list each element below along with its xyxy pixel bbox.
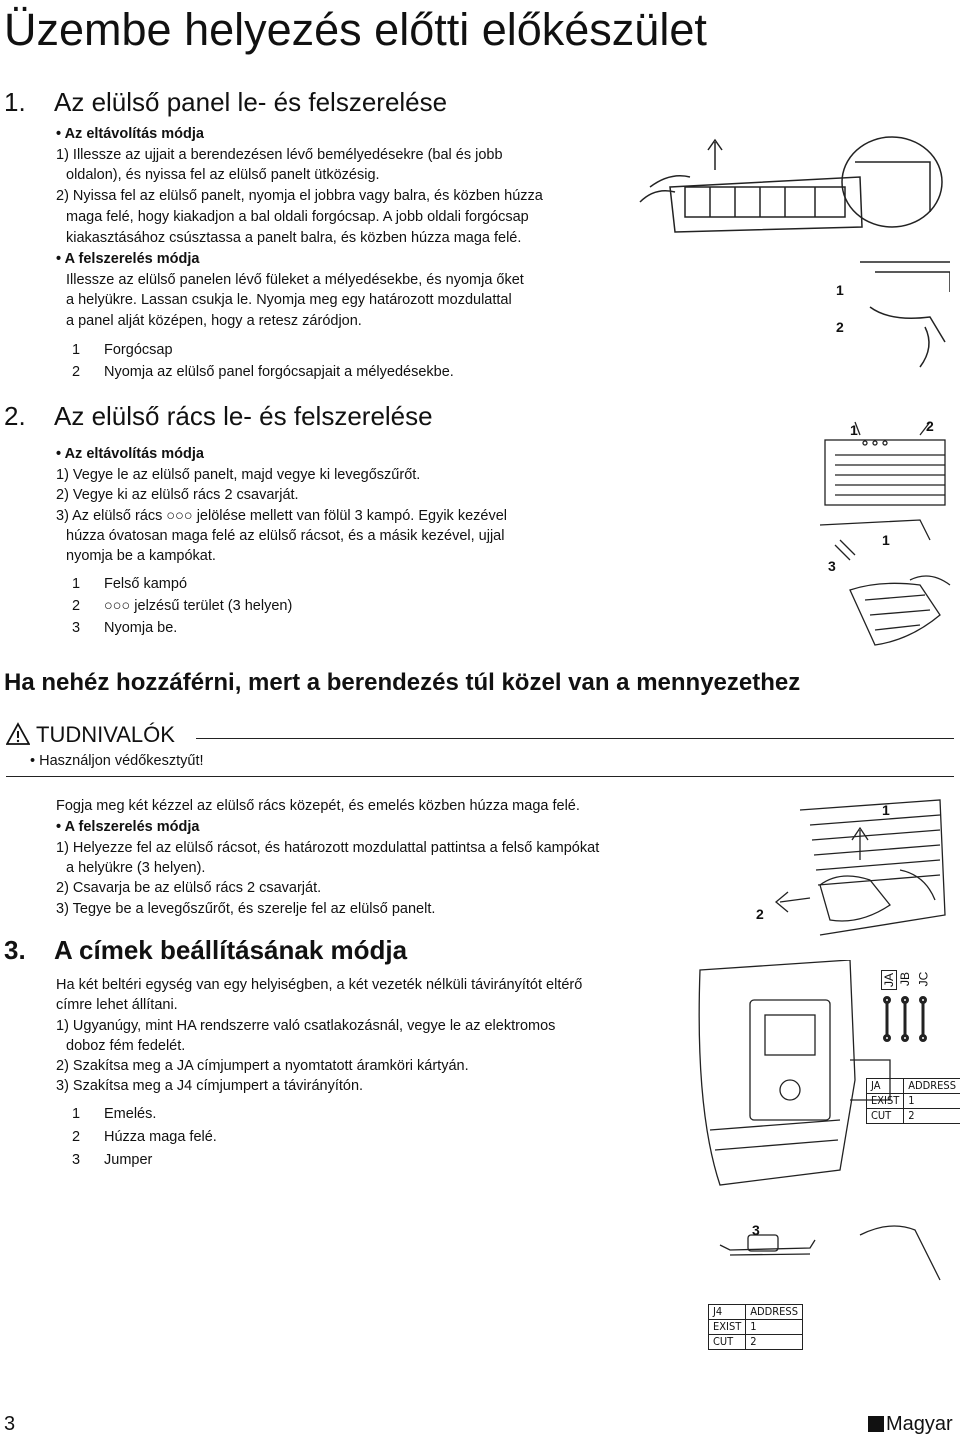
- paragraph-line: 1) Ugyanúgy, mint HA rendszerre való csatlakozásnál, vegye le az elektromos: [56, 1018, 556, 1034]
- paragraph-line: 3) Tegye be a levegőszűrőt, és szerelje fel az elülső panelt.: [56, 901, 436, 917]
- paragraph-line: oldalon), és nyissa fel az elülső panelt ütközésig.: [66, 167, 380, 183]
- figure-label: 2: [756, 906, 764, 922]
- table-header: J4: [709, 1305, 746, 1320]
- paragraph-line: nyomja be a kampókat.: [66, 548, 216, 564]
- front-panel-figure: [630, 132, 950, 392]
- language-label: Magyar: [886, 1413, 953, 1435]
- figure-label: 3: [752, 1222, 760, 1238]
- paragraph-line: a helyükre. Lassan csukja le. Nyomja meg egy határozott mozdulattal: [66, 292, 512, 308]
- jumper-label: JB: [898, 971, 913, 987]
- table-header: JA: [867, 1079, 904, 1094]
- paragraph-line: címre lehet állítani.: [56, 997, 178, 1013]
- jumper-label: JA: [881, 970, 897, 990]
- paragraph-line: doboz fém fedelét.: [66, 1038, 186, 1054]
- figure-label: 3: [828, 558, 836, 574]
- table-cell: 2: [746, 1335, 803, 1350]
- table-header: ADDRESS: [746, 1305, 803, 1320]
- legend-item: 1 Forgócsap: [72, 342, 173, 358]
- install-heading: • A felszerelés módja: [56, 251, 200, 267]
- address-setting-figure: [690, 960, 955, 1190]
- section-number: 2.: [4, 401, 26, 431]
- figure-label: 1: [836, 282, 844, 298]
- table-cell: CUT: [867, 1109, 904, 1124]
- figure-label: 2: [836, 319, 844, 335]
- paragraph-line: 1) Helyezze fel az elülső rácsot, és határozott mozdulattal pattintsa a felső kampókat: [56, 840, 600, 856]
- ceiling-grille-figure: [740, 790, 955, 940]
- paragraph-line: a panel alját középen, hogy a retesz záródjon.: [66, 313, 362, 329]
- section-title: Az elülső rács le- és felszerelése: [54, 401, 433, 431]
- page-title: Üzembe helyezés előtti előkészület: [4, 4, 707, 55]
- paragraph-line: 2) Nyissa fel az elülső panelt, nyomja el jobbra vagy balra, és közben húzza: [56, 188, 543, 204]
- warning-icon: [6, 722, 30, 746]
- paragraph-line: Ha két beltéri egység van egy helyiségben, a két vezeték nélküli távirányítót eltérő: [56, 977, 583, 993]
- paragraph-line: 3) Szakítsa meg a J4 címjumpert a távirányítón.: [56, 1078, 364, 1094]
- section-number: 3.: [4, 935, 26, 965]
- ja-address-table: [866, 1078, 960, 1124]
- jumper-label: JC: [916, 971, 931, 987]
- warning-title: TUDNIVALÓK: [36, 722, 175, 747]
- table-cell: EXIST: [867, 1094, 904, 1109]
- page-number: 3: [4, 1413, 16, 1435]
- table-cell: EXIST: [709, 1320, 746, 1335]
- table-cell: 1: [904, 1094, 960, 1109]
- section-1-heading: [4, 86, 447, 118]
- legend-item: 1 Felső kampó: [72, 576, 188, 592]
- section-3-heading: [4, 934, 407, 966]
- legend-item: 2 ○○○ jelzésű terület (3 helyen): [72, 598, 293, 614]
- paragraph-line: 1) Illessze az ujjait a berendezésen lévő bemélyedésekre (bal és jobb: [56, 147, 503, 163]
- table-cell: 2: [904, 1109, 960, 1124]
- removal-heading: • Az eltávolítás módja: [56, 446, 204, 462]
- paragraph-line: maga felé, hogy kiakadjon a bal oldali forgócsap. A jobb oldali forgócsap: [66, 209, 529, 225]
- paragraph-line: 1) Vegye le az elülső panelt, majd vegye ki levegőszűrőt.: [56, 467, 421, 483]
- section-2-heading: [4, 400, 433, 432]
- ceiling-heading: Ha nehéz hozzáférni, mert a berendezés túl közel van a mennyezethez: [4, 669, 801, 696]
- paragraph-line: 2) Vegye ki az elülső rács 2 csavarját.: [56, 487, 299, 503]
- section-number: 1.: [4, 87, 26, 117]
- paragraph-line: Fogja meg két kézzel az elülső rács közepét, és emelés közben húzza maga felé.: [56, 798, 580, 814]
- legend-item: 2 Nyomja az elülső panel forgócsapjait a mélyedésekbe.: [72, 364, 454, 380]
- table-header: ADDRESS: [904, 1079, 960, 1094]
- front-grille-figure: [780, 410, 955, 660]
- legend-item: 3 Nyomja be.: [72, 620, 178, 636]
- j4-address-table: [708, 1304, 803, 1350]
- paragraph-line: 2) Szakítsa meg a JA címjumpert a nyomtatott áramköri kártyán.: [56, 1058, 469, 1074]
- paragraph-line: kiakasztásához csúsztassa a panelt balra, és közben húzza maga felé.: [66, 230, 522, 246]
- language-marker-icon: [868, 1416, 884, 1432]
- warning-item: • Használjon védőkesztyűt!: [30, 753, 204, 769]
- paragraph-line: Illessze az elülső panelen lévő füleket a mélyedésekbe, és nyomja őket: [66, 272, 524, 288]
- install-heading: • A felszerelés módja: [56, 819, 200, 835]
- table-cell: 1: [746, 1320, 803, 1335]
- paragraph-line: a helyükre (3 helyen).: [66, 860, 206, 876]
- figure-label: 1: [882, 802, 890, 818]
- removal-heading: • Az eltávolítás módja: [56, 126, 204, 142]
- table-cell: CUT: [709, 1335, 746, 1350]
- legend-item: 3 Jumper: [72, 1152, 153, 1168]
- legend-item: 2 Húzza maga felé.: [72, 1129, 217, 1145]
- warning-rule: [196, 738, 954, 739]
- figure-label: 1: [882, 532, 890, 548]
- section-title: Az elülső panel le- és felszerelése: [54, 87, 448, 117]
- paragraph-line: 2) Csavarja be az elülső rács 2 csavarját.: [56, 880, 322, 896]
- remote-controller-figure: [700, 1160, 950, 1290]
- legend-item: 1 Emelés.: [72, 1106, 157, 1122]
- warning-rule-bottom: [6, 776, 954, 777]
- paragraph-line: 3) Az elülső rács ○○○ jelölése mellett van fölül 3 kampó. Egyik kezével: [56, 508, 508, 524]
- figure-label: 1: [850, 422, 858, 438]
- section-title: A címek beállításának módja: [54, 935, 408, 965]
- paragraph-line: húzza óvatosan maga felé az elülső rácsot, és a másik kezével, ujjal: [66, 528, 505, 544]
- figure-label: 2: [926, 418, 934, 434]
